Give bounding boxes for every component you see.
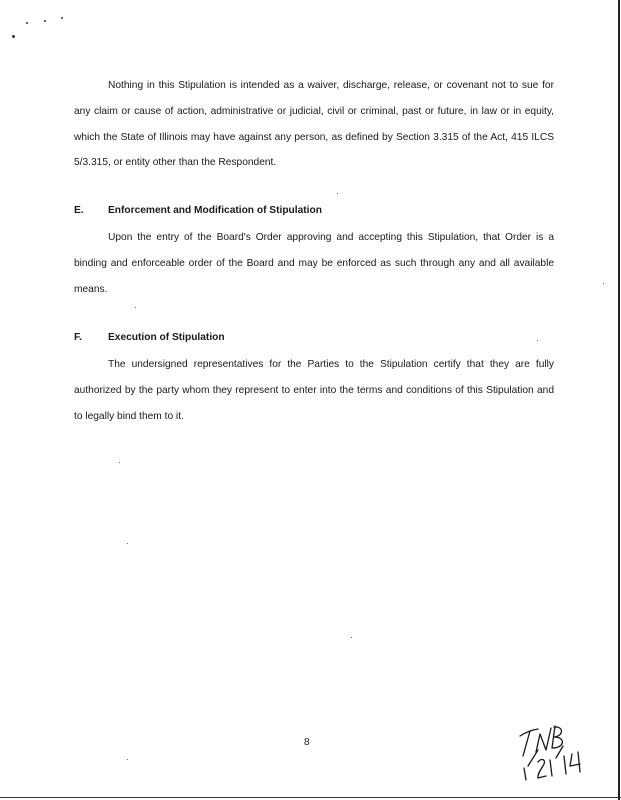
- page-edge-bottom: [0, 797, 621, 798]
- scan-speck: [603, 283, 604, 284]
- scan-speck: [135, 307, 136, 308]
- scan-speck: [61, 17, 63, 19]
- scan-speck: [127, 759, 128, 760]
- section-e-letter: E.: [74, 205, 84, 216]
- page-edge-right: [618, 0, 620, 800]
- section-f-body-text: The undersigned representatives for the Parties to the Stipulation certify that they are fully authorized by the party whom they represent to enter into the terms and conditions of this Stipulation and to legally bind them to it.: [74, 359, 554, 422]
- section-f-letter: F.: [74, 332, 82, 343]
- section-e-body-text: Upon the entry of the Board's Order approving and accepting this Stipulation, that Order is a binding and enforceable order of the Board and may be enforced as such through any and all available means.: [74, 232, 554, 295]
- scan-speck: [337, 193, 338, 194]
- section-f-body: [74, 352, 554, 429]
- scan-speck: [537, 340, 538, 341]
- scan-speck: [119, 462, 120, 463]
- handwritten-initials-signature: [508, 718, 590, 784]
- scan-speck: [351, 637, 352, 638]
- paragraph-non-waiver: [74, 73, 554, 176]
- section-f-title: Execution of Stipulation: [108, 332, 225, 343]
- paragraph-non-waiver-text: Nothing in this Stipulation is intended as a waiver, discharge, release, or covenant not to sue for any claim or cause of action, administrative or judicial, civil or criminal, past or future, in law or in equity, which the State of Illinois may have against any person, as defined by Section 3.315 of the Act, 415 ILCS 5/3.315, or entity other than the Respondent.: [74, 80, 554, 169]
- scan-speck: [44, 20, 46, 22]
- section-e-body: [74, 225, 554, 302]
- section-e-title: Enforcement and Modification of Stipulation: [108, 205, 322, 216]
- scan-speck: [12, 35, 15, 38]
- scan-speck: [127, 543, 128, 544]
- page-number: 8: [304, 737, 310, 748]
- section-f-heading: [74, 332, 225, 343]
- section-e-heading: [74, 205, 322, 216]
- scan-speck: [26, 22, 28, 24]
